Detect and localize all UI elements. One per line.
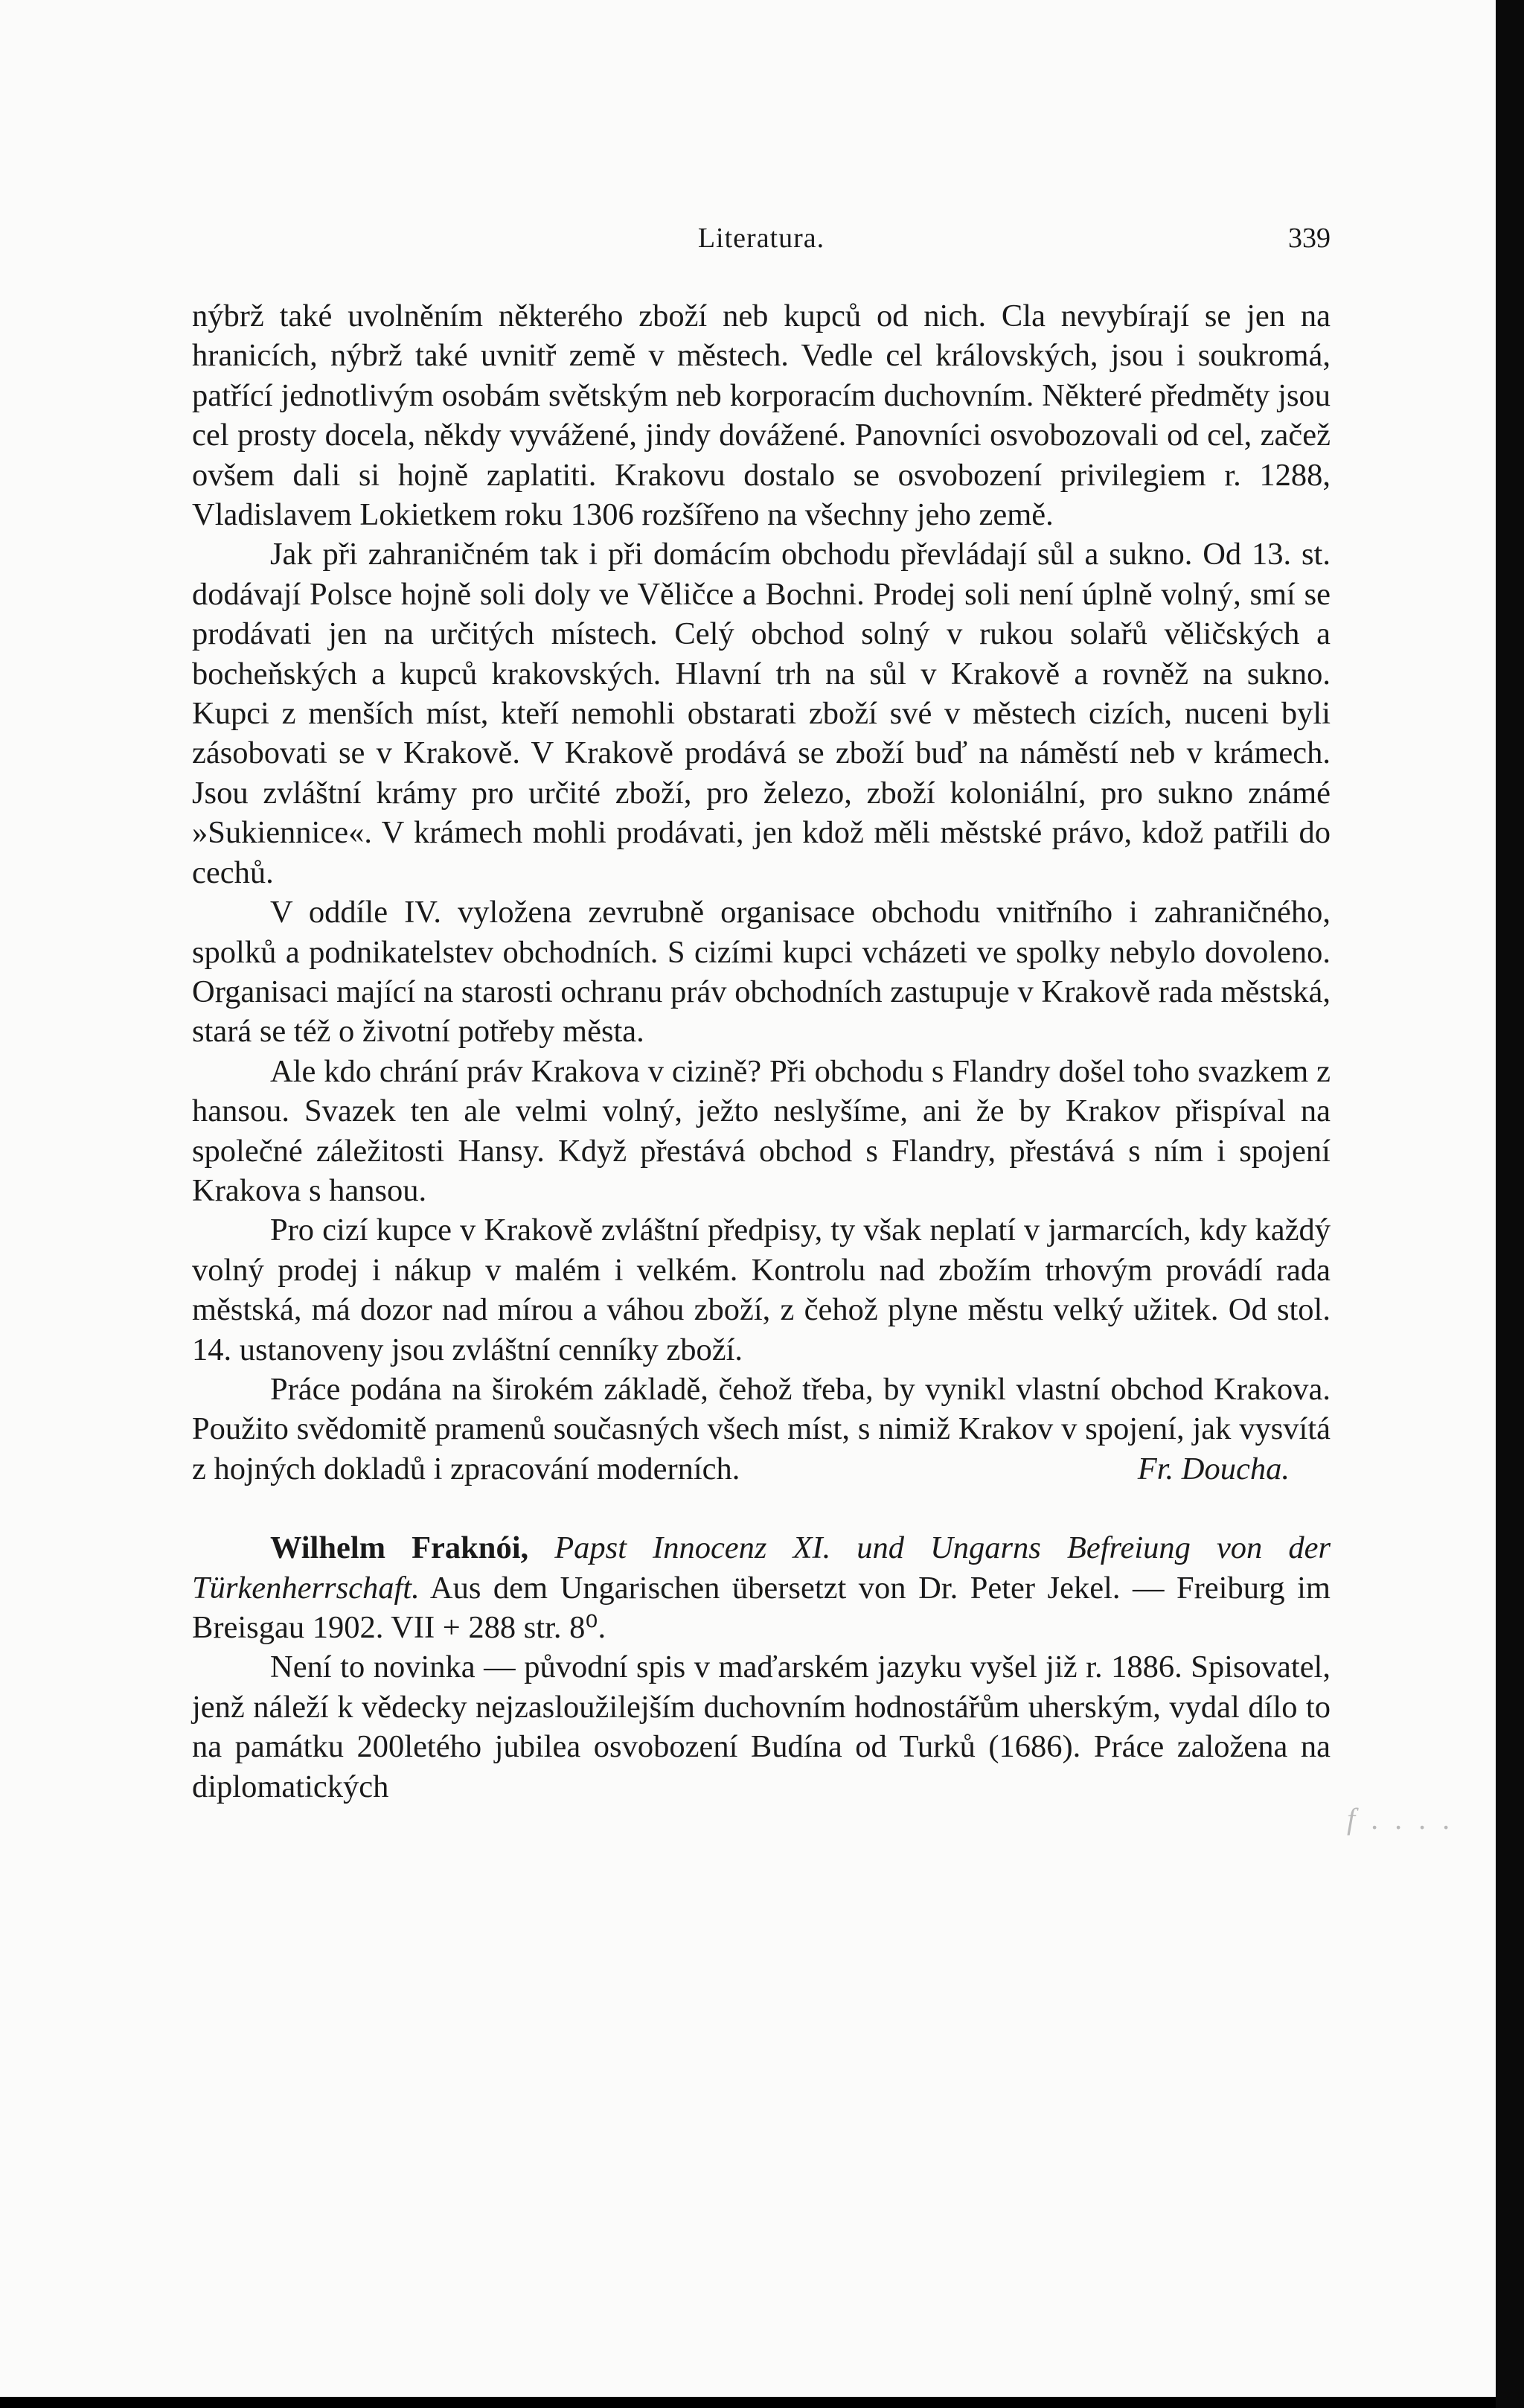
review-body: Není to novinka — původní spis v maďarském jazyku vyšel již r. 1886. Spisovatel, jenž náleží k vědecky nejzasloužilejším duchovním hodnostářům uherským, vydal dílo to na památku 200letého jubilea osvobození Budína od Turků (1686). Práce založena na diplomatických [192,1649,1331,1804]
review-book-title: Papst Innocenz XI. und Ungarns Befreiung von der Türkenherrschaft. [192,1530,1331,1606]
page-number: 339 [1288,223,1331,254]
review-author: Wilhelm Fraknói, [270,1530,529,1566]
paragraph: Pro cizí kupce v Krakově zvláštní předpisy, ty však neplatí v jarmarcích, kdy každý volný prodej i nákup v malém i velkém. Kontrolu nad zbožím trhovým provádí rada městská, má dozor nad mírou a váhou zboží, z čehož plyne městu velký užitek. Od stol. 14. ustanoveny jsou zvláštní cenníky zboží. [192,1213,1331,1367]
header-title: Literatura. [697,223,825,254]
scan-edge [1496,0,1524,2408]
paragraph: Ale kdo chrání práv Krakova v cizině? Při obchodu s Flandry došel toho svazkem z hansou. Svazek ten ale velmi volný, ježto neslyšíme, ani že by Krakov přispíval na společné záležitosti Hansy. Když přestává obchod s Flandry, přestává s ním i spojení Krakova s hansou. [192,1053,1331,1208]
margin-note: f . . . . [1347,1802,1456,1836]
review-heading [192,1528,1331,1647]
paragraph: V oddíle IV. vyložena zevrubně organisace obchodu vnitřního i zahraničného, spolků a podnikatelstev obchodních. S cizími kupci vcházeti ve spolky nebylo dovoleno. Organisaci mající na starosti ochranu práv obchodních zastupuje v Krakově rada městská, stará se též o životní potřeby města. [192,895,1331,1050]
paragraph: Práce podána na širokém základě, čehož třeba, by vynikl vlastní obchod Krakova. Použito svědomitě pramenů současných všech míst, s nimiž Krakov v spojení, jak vysvítá z hojných dokladů i zpracování moderních. [192,1371,1331,1486]
paragraph: Jak při zahraničném tak i při domácím obchodu převládají sůl a sukno. Od 13. st. dodávají Polsce hojně soli doly ve Věličce a Bochni. Prodej soli není úplně volný, smí se prodávati jen na určitých místech. Celý obchod solný v rukou solařů věličských a bocheňských a kupců krakovských. Hlavní trh na sůl v Krakově a rovněž na sukno. Kupci z menších míst, kteří nemohli obstarati zboží své v městech cizích, nuceni byli zásobovati se v Krakově. V Krakově prodává se zboží buď na náměstí neb v krámech. Jsou zvláštní krámy pro určité zboží, pro železo, zboží koloniální, pro sukno známé »Sukiennice«. V krámech mohli prodávati, jen kdož měli městské právo, kdož patřili do cechů. [192,537,1331,890]
running-header [192,222,1331,259]
paragraph: nýbrž také uvolněním některého zboží neb kupců od nich. Cla nevybírají se jen na hranicích, nýbrž také uvnitř země v městech. Vedle cel královských, jsou i soukromá, patřící jednotlivým osobám světským neb korporacím duchovním. Některé předměty jsou cel prosty docela, někdy vyvážené, jindy dovážené. Panovníci osvobozovali od cel, začež ovšem dali si hojně zaplatiti. Krakovu dostalo se osvobození privilegiem r. 1288, Vladislavem Lokietkem roku 1306 rozšířeno na všechny jeho země. [192,298,1331,533]
signature: Fr. Doucha. [1137,1451,1290,1486]
review-publication: Aus dem Ungarischen übersetzt von Dr. Peter Jekel. — Freiburg im Breisgau 1902. VII + 288 str. 8⁰. [192,1570,1331,1646]
body-text [192,296,1331,1807]
